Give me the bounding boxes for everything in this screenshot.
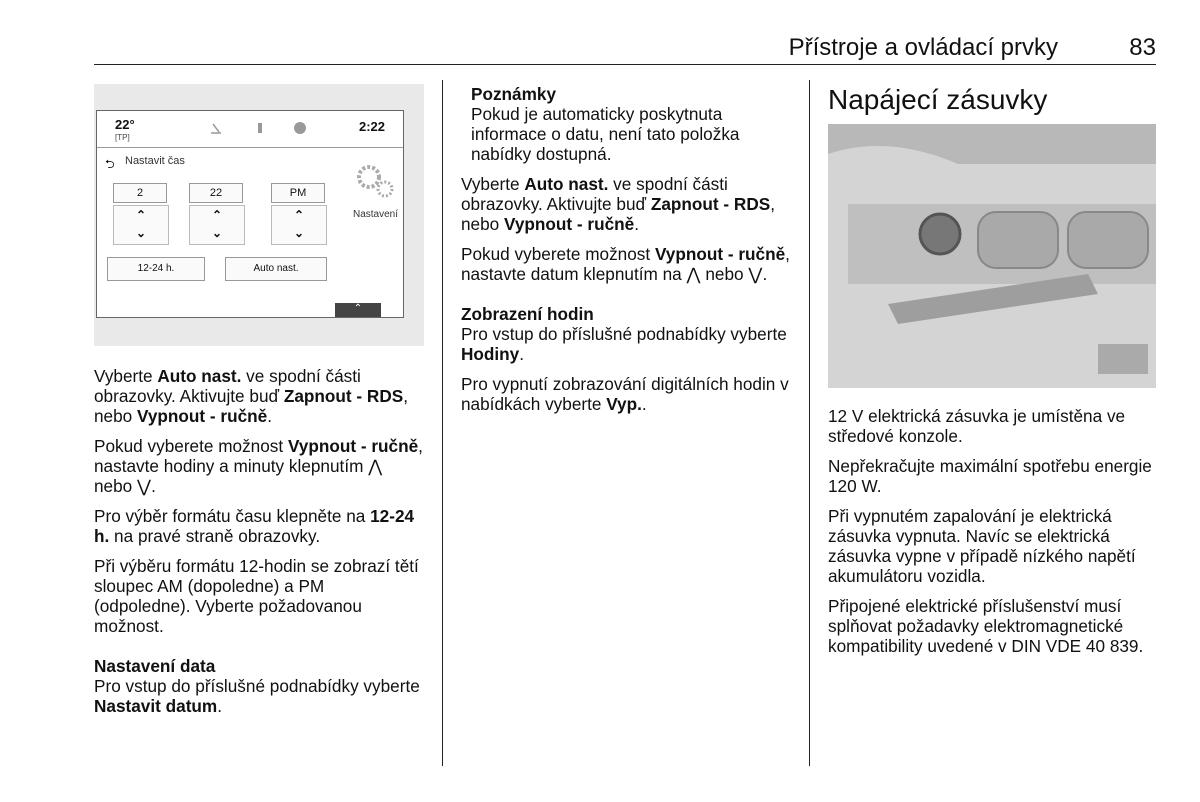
page-number: 83 bbox=[1129, 34, 1156, 61]
expand-button[interactable]: ⌃ bbox=[335, 303, 381, 317]
screen-tp-indicator: [TP] bbox=[115, 133, 130, 142]
screen-clock: 2:22 bbox=[358, 119, 385, 134]
chevron-down-icon[interactable]: ⌄ bbox=[211, 226, 223, 240]
screen-temperature: 22° bbox=[115, 117, 135, 132]
chevron-up-icon[interactable]: ⌃ bbox=[211, 208, 223, 222]
settings-label[interactable]: Nastavení bbox=[353, 209, 399, 220]
device-icon bbox=[253, 121, 267, 135]
power-outlet-photo bbox=[828, 124, 1156, 388]
chevron-up-icon: ⋀ bbox=[686, 264, 701, 284]
back-arrow-icon[interactable]: ⮌ bbox=[105, 157, 115, 171]
hour-field: 2 bbox=[113, 183, 167, 203]
chevron-down-icon[interactable]: ⌄ bbox=[135, 226, 147, 240]
paragraph: Při vypnutém zapalování je elektrická zásuvka vypnuta. Navíc se elektrická zásuvka vypne v případě nízkého napětí akumulátoru vozidla. bbox=[828, 506, 1136, 586]
column-right bbox=[828, 406, 1158, 666]
page-header-title: Přístroje a ovládací prvky bbox=[788, 34, 1058, 61]
console-illustration bbox=[828, 124, 1156, 388]
screen-status-bar bbox=[97, 111, 403, 148]
infotainment-screen bbox=[96, 110, 404, 318]
hour-stepper[interactable] bbox=[113, 205, 169, 245]
note-text: Pokud je automaticky poskytnuta informace o datu, není tato položka nabídky dostupná. bbox=[471, 104, 740, 164]
gear-icon[interactable] bbox=[353, 161, 397, 201]
paragraph: Při výběru formátu 12-hodin se zobrazí tětí sloupec AM (dopoledne) a PM (odpoledne). Vyberte požadovanou možnost. bbox=[94, 556, 419, 636]
paragraph: Pokud vyberete možnost Vypnout - ručně, nastavte hodiny a minuty klepnutím ⋀ nebo ⋁. bbox=[94, 436, 423, 496]
paragraph: Pro vstup do příslušné podnabídky vyberte Nastavit datum. bbox=[94, 676, 420, 716]
chevron-up-icon: ⋀ bbox=[368, 456, 383, 476]
paragraph: Vyberte Auto nast. ve spodní části obrazovky. Aktivujte buď Zapnout - RDS, nebo Vypnout - ručně. bbox=[94, 366, 408, 426]
paragraph: Připojené elektrické příslušenství musí splňovat požadavky elektromagnetické kompatibility uvedené v DIN VDE 40 839. bbox=[828, 596, 1144, 656]
column-divider-2 bbox=[809, 80, 810, 766]
paragraph: Vyberte Auto nast. ve spodní části obrazovky. Aktivujte buď Zapnout - RDS, nebo Vypnout - ručně. bbox=[461, 174, 775, 234]
minute-field: 22 bbox=[189, 183, 243, 203]
chevron-down-icon: ⋁ bbox=[137, 476, 152, 496]
note-heading: Poznámky bbox=[471, 84, 557, 104]
section-title: Napájecí zásuvky bbox=[828, 84, 1048, 115]
chevron-down-icon: ⋁ bbox=[748, 264, 763, 284]
paragraph: Pro vypnutí zobrazování digitálních hodin v nabídkách vyberte Vyp.. bbox=[461, 374, 789, 414]
column-divider-1 bbox=[442, 80, 443, 766]
section-heading: Zobrazení hodin bbox=[461, 304, 594, 324]
section-heading: Nastavení data bbox=[94, 656, 216, 676]
paragraph: Pro vstup do příslušné podnabídky vyberte Hodiny. bbox=[461, 324, 787, 364]
header-divider bbox=[94, 64, 1156, 65]
paragraph: 12 V elektrická zásuvka je umístěna ve středové konzole. bbox=[828, 406, 1126, 446]
column-middle bbox=[461, 84, 791, 424]
phone-icon bbox=[209, 121, 223, 135]
ampm-field: PM bbox=[271, 183, 325, 203]
paragraph: Pro výběr formátu času klepněte na 12-24 h. na pravé straně obrazovky. bbox=[94, 506, 415, 546]
chevron-up-icon[interactable]: ⌃ bbox=[293, 208, 305, 222]
info-icon bbox=[293, 121, 307, 135]
ampm-stepper[interactable] bbox=[271, 205, 327, 245]
12-24h-button[interactable]: 12-24 h. bbox=[107, 257, 205, 281]
paragraph: Nepřekračujte maximální spotřebu energie 120 W. bbox=[828, 456, 1152, 496]
paragraph: Pokud vyberete možnost Vypnout - ručně, nastavte datum klepnutím na ⋀ nebo ⋁. bbox=[461, 244, 790, 284]
chevron-down-icon[interactable]: ⌄ bbox=[293, 226, 305, 240]
minute-stepper[interactable] bbox=[189, 205, 245, 245]
column-left bbox=[94, 366, 424, 726]
chevron-up-icon[interactable]: ⌃ bbox=[135, 208, 147, 222]
infotainment-screen-figure bbox=[94, 84, 424, 346]
note-block bbox=[461, 84, 791, 164]
screen-menu-title: Nastavit čas bbox=[125, 155, 185, 167]
auto-set-button[interactable]: Auto nast. bbox=[225, 257, 327, 281]
